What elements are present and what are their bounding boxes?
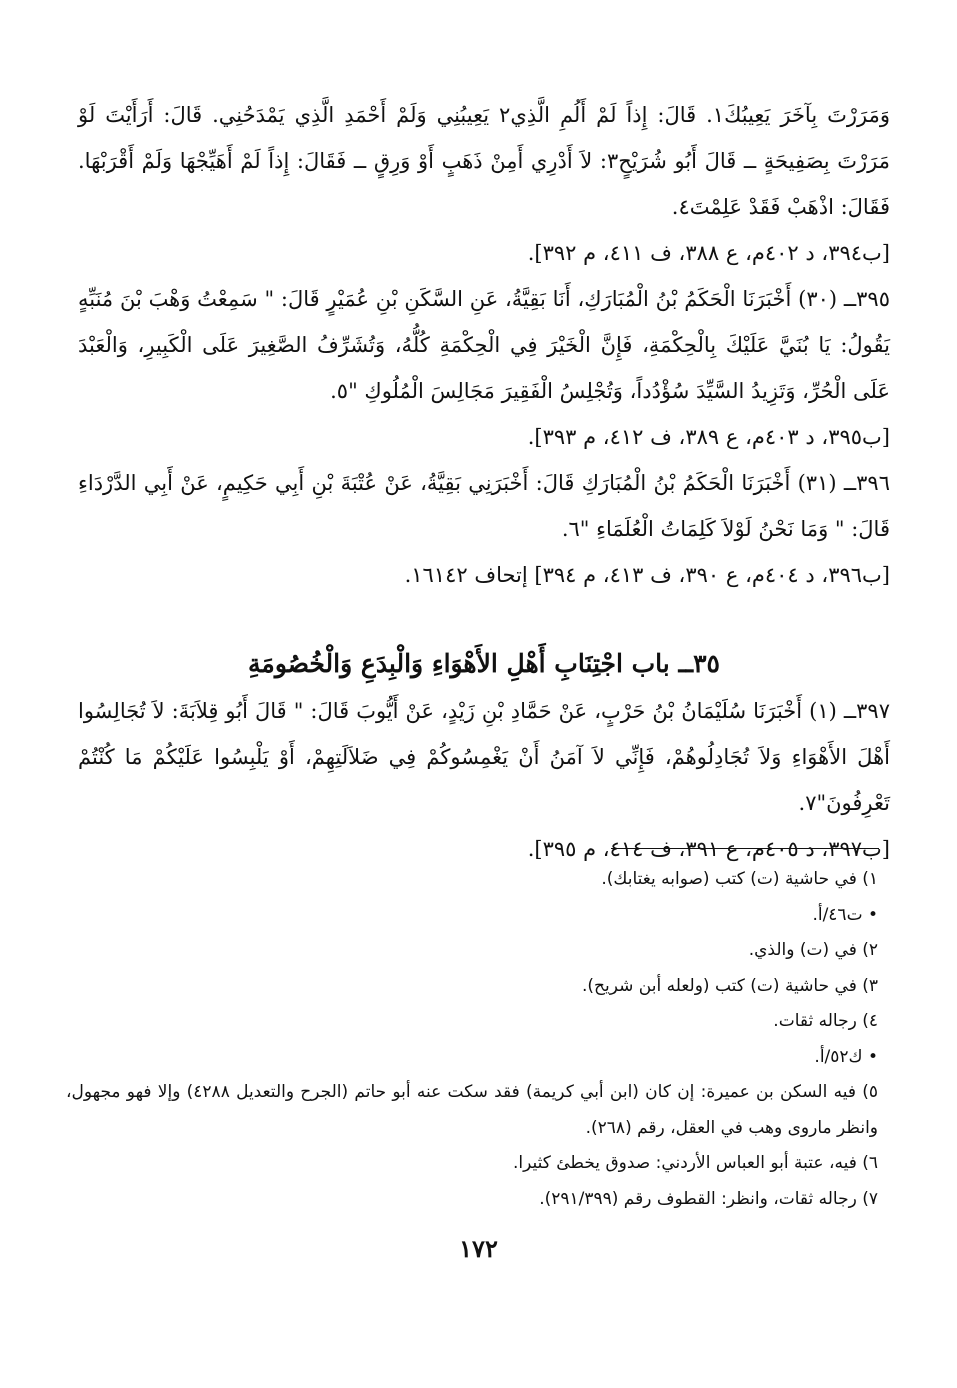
reference-394: [ب٣٩٤، د ٤٠٢م، ع ٣٨٨، ف ٤١١، م ٣٩٢]. [527,241,890,265]
footnote-3: ٣) في حاشية (ت) كتب (ولعله أبن شريح). [582,975,878,996]
hadith-395: ٣٩٥ــ (٣٠) أَخْبَرَنَا الْحَكَمُ بْنُ الْمُبَارَكِ، أَنَا بَقِيَّةُ، عَنِ السَّكَنِ بْنِ عُمَيْرٍ قَالَ: " سَمِعْتُ وَهْبَ بْنَ مُنَبِّهٍ يَقُولُ: يَا بُنَيَّ عَلَيْكَ بِالْحِكْمَةِ، فَإِنَّ الْخَيْرَ فِي الْحِكْمَةِ كُلُّهُ، وَتُشَرِّفُ الصَّغِيرَ عَلَى الْكَبِيرِ، وَالْعَبْدَ عَلَى الْحُرِّ، وَتَزِيدُ السَّيِّدَ سُؤْدُداً، وَتُجْلِسُ الْفَقِيرَ مَجَالِسَ الْمُلُوكِ "٥. [78,287,890,403]
manuscript-marker-t: • ت٤٦/أ. [812,904,878,925]
footnote-1: ١) في حاشية (ت) كتب (صوابه يغتابك). [601,869,878,889]
paragraph-continuation: وَمَرَرْتَ بِآخَرَ يَعِيبُكَ١. قَالَ: إِذاً لَمْ أَلُمِ الَّذِي٢ يَعِيبُنِي وَلَمْ أَحْمَدِ الَّذِي يَمْدَحُنِي. قَالَ: أَرَأَيْتَ لَوْ مَرَرْتَ بِصَفِيحَةٍ ــ قَالَ أَبُو شُرَيْحٍ٣: لاَ أَدْرِي أَمِنْ ذَهَبٍ أَوْ وَرِقٍ ــ فَقَالَ: إِذاً لَمْ أَهَيِّجْهَا وَلَمْ أَقْرَبْهَا. فَقَالَ: اذْهَبْ فَقَدْ عَلِمْتَ٤. [78,103,890,219]
page-number: ١٧٢ [459,1234,498,1263]
reference-395: [ب٣٩٥، د ٤٠٣م، ع ٣٨٩، ف ٤١٢، م ٣٩٣]. [527,425,890,449]
section-heading: ٣٥ــ باب اجْتِنَابِ أَهْلِ الأَهْوَاءِ وَالْبِدَعِ وَالْخُصُومَةِ [248,649,720,678]
footnote-divider [611,848,879,849]
hadith-397: ٣٩٧ــ (١) أَخْبَرَنَا سُلَيْمَانُ بْنُ حَرْبٍ، عَنْ حَمَّادِ بْنِ زَيْدٍ، عَنْ أَيُّوبَ قَالَ: " قَالَ أَبُو قِلاَبَةَ: لاَ تُجَالِسُوا أَهْلَ الأَهْوَاءِ وَلاَ تُجَادِلُوهُمْ، فَإِنِّي لاَ آمَنُ أَنْ يَغْمِسُوكُمْ فِي ضَلاَلَتِهِمْ، أَوْ يَلْبِسُوا عَلَيْكُمْ مَا كُنْتُمْ تَعْرِفُونَ"٧. [78,699,890,815]
footnote-5: ٥) فيه السكن بن عميرة: إن كان (ابن أبي كريمة) فقد سكت عنه أبو حاتم (الجرح والتعديل ٤٢٨٨) وإلا فهو مجهول، وانظر ماروى وهب في العقل، رقم (٢٦٨). [66,1082,878,1138]
manuscript-marker-k: • ك٥٢/أ. [814,1046,878,1067]
footnote-7: ٧) رجاله ثقات، وانظر: القطوف رقم (٢٩١/٣٩٩). [539,1188,878,1209]
footnote-6: ٦) فيه، عتبة أبو العباس الأردني: صدوق يخطئ كثيرا. [512,1153,878,1173]
reference-396: [ب٣٩٦، د ٤٠٤م، ع ٣٩٠، ف ٤١٣، م ٣٩٤] إتحاف ١٦١٤٢. [404,563,890,587]
footnote-2: ٢) في (ت) والذي. [748,940,878,960]
hadith-396: ٣٩٦ــ (٣١) أَخْبَرَنَا الْحَكَمُ بْنُ الْمُبَارَكِ قَالَ: أَخْبَرَنِي بَقِيَّةُ، عَنْ عُتْبَةَ بْنِ أَبِي حَكِيمٍ، عَنْ أَبِي الدَّرْدَاءِ قَالَ: " وَمَا نَحْنُ لَوْلاَ كَلِمَاتُ الْعُلَمَاءِ "٦. [78,471,890,541]
reference-397: [ب٣٩٧، د ٤٠٥م، ع ٣٩١، ف ٤١٤، م ٣٩٥]. [527,837,890,861]
footnotes [66,862,878,1217]
main-text [78,92,890,872]
footnote-4: ٤) رجاله ثقات. [773,1011,878,1031]
